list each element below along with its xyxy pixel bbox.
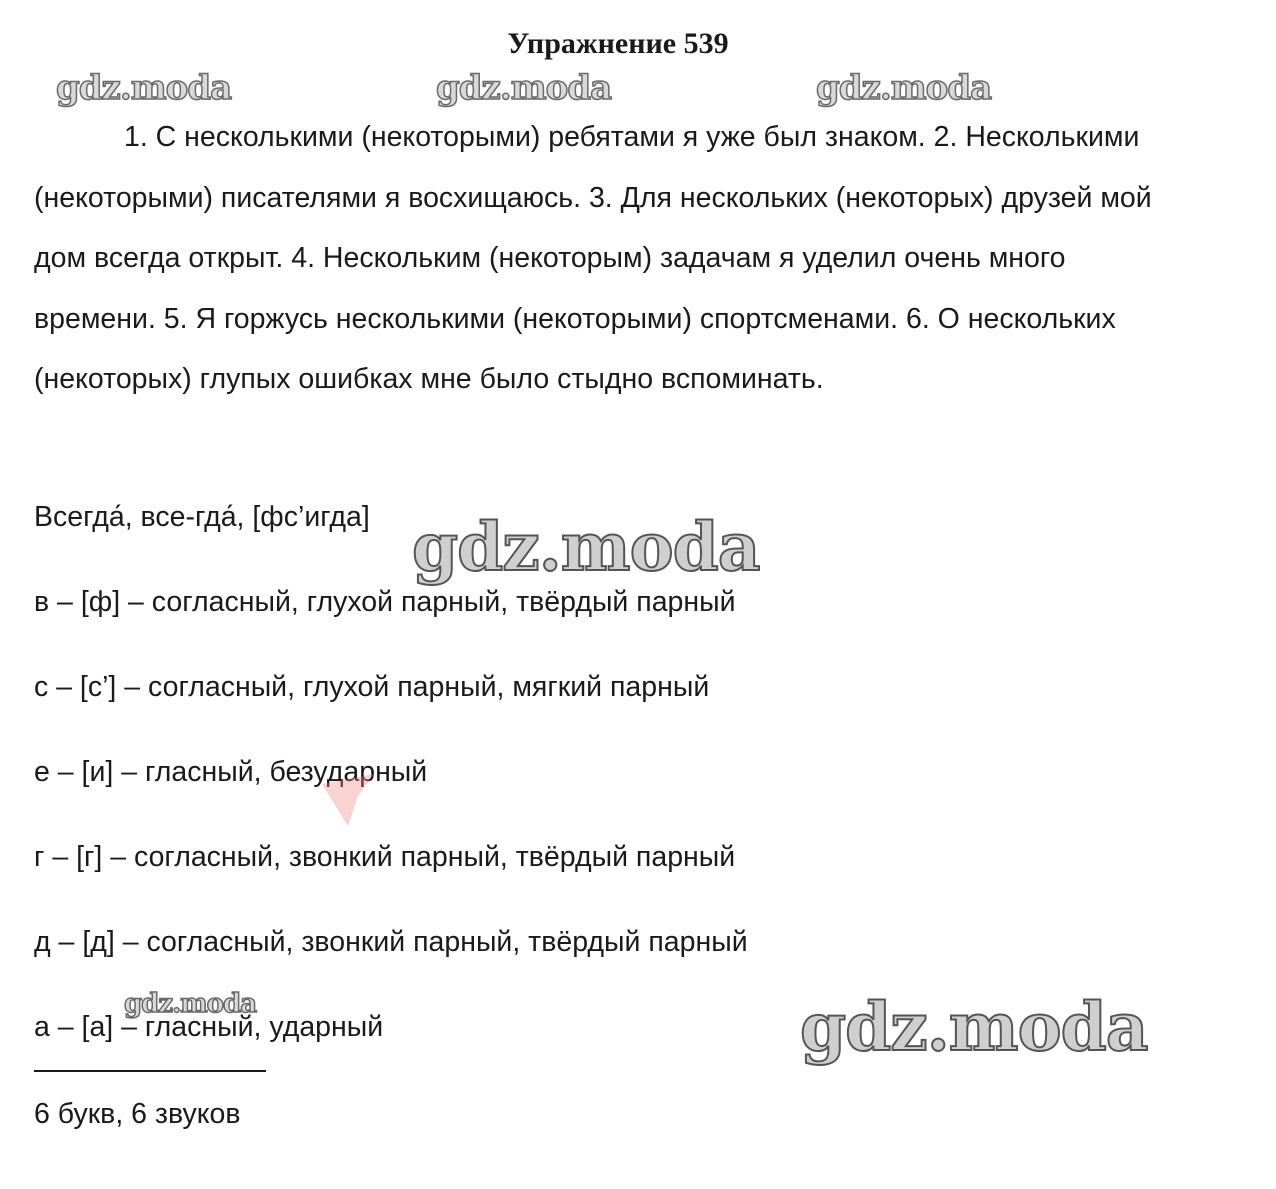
cursor-arrow-icon (318, 770, 378, 830)
phonetic-row-s: с – [с’] – согласный, глухой парный, мягкий парный (34, 671, 710, 703)
letters-sounds-summary: 6 букв, 6 звуков (34, 1098, 241, 1130)
exercise-title: Упражнение 539 (507, 27, 729, 60)
watermark: gdz.moda (412, 508, 760, 586)
exercise-sentences: 1. С несколькими (некоторыми) ребятами я уже был знаком. 2. Несколькими (некоторыми) писателями я восхищаюсь. 3. Для нескольких (некоторых) друзей мой дом всегда открыт. 4. Нескольким (некоторым) задачам я уделил очень много времени. 5. Я горжусь несколькими (некоторыми) спортсменами. 6. О нескольких (некоторых) глупых ошибках мне было стыдно вспоминать. (34, 121, 1152, 395)
phonetic-row-a: а – [а] – гласный, ударный (34, 1011, 384, 1043)
phonetic-row-g: г – [г] – согласный, звонкий парный, твёрдый парный (34, 841, 736, 873)
watermark: gdz.moda (124, 989, 257, 1019)
phonetic-row-d: д – [д] – согласный, звонкий парный, твёрдый парный (34, 926, 748, 958)
watermark: gdz.moda (56, 68, 232, 108)
phonetic-row-v: в – [ф] – согласный, глухой парный, твёрдый парный (34, 586, 736, 618)
phonetic-row-e: е – [и] – гласный, безударный (34, 756, 428, 788)
word-transcription: Всегда́, все-гда́, [фс’игда] (34, 501, 370, 533)
watermark: gdz.moda (436, 68, 612, 108)
summary-divider (34, 1070, 266, 1072)
watermark: gdz.moda (816, 68, 992, 108)
watermark: gdz.moda (800, 988, 1148, 1066)
